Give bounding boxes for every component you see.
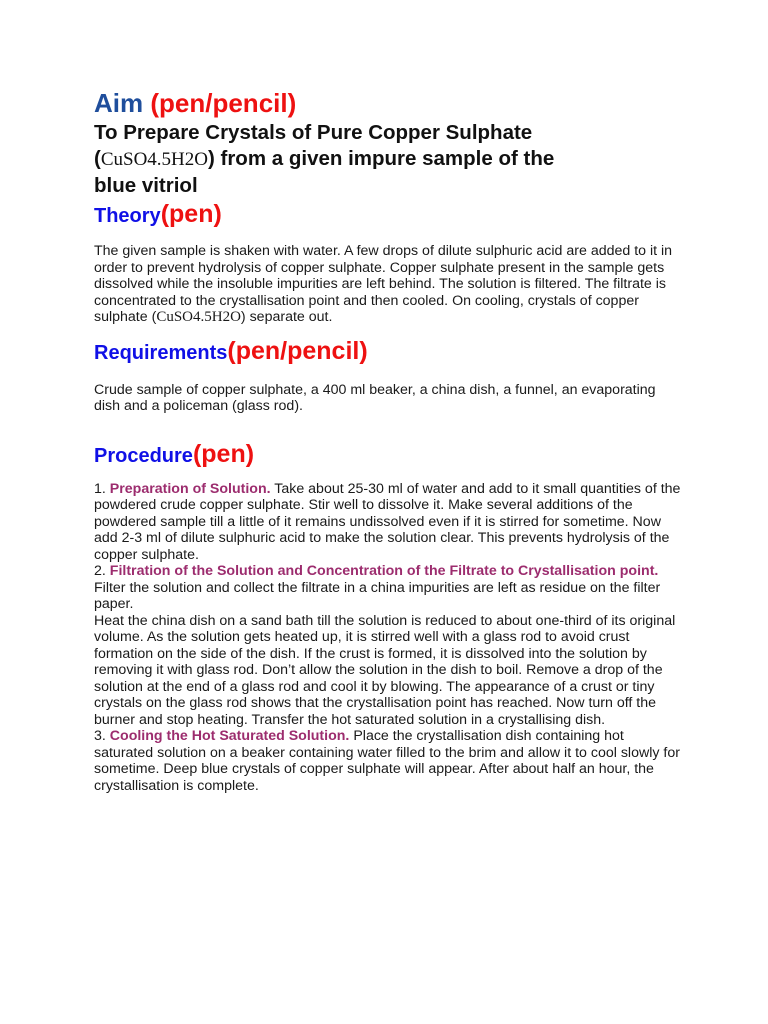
theory-text [94, 243, 684, 326]
procedure-step-3 [94, 728, 684, 794]
procedure-step-1 [94, 481, 684, 564]
step-title: Cooling the Hot Saturated Solution. [109, 728, 350, 744]
aim-label: Aim [94, 88, 144, 118]
title-line-2-rest: ) from a given impure sample of the [207, 147, 555, 170]
theory-heading [94, 199, 684, 231]
step-text: Heat the china dish on a sand bath till the solution is reduced to about one-third of its original volume. As the solution gets heated up, it is stirred well with a glass rod to avoid crust formation on the side of the dish. If the crust is formed, it is dissolved into the solution by removing it with glass rod. Don’t allow the solution in the dish to boil. Remove a drop of the solution at the end of a glass rod and cool it by blowing. The appearance of a crust or tiny crystals on the glass rod shows that the crystallisation point has reached. Now turn off the burner and stop heating. Transfer the hot saturated solution in a crystallising dish. [94, 612, 676, 728]
step-title: Filtration of the Solution and Concentration of the Filtrate to Crystallisation point. [109, 563, 659, 579]
aim-tag: (pen/pencil) [150, 88, 297, 118]
step-text: Take about 25-30 ml of water and add to it small quantities of the powdered crude copper sulphate. Stir well to dissolve it. Make several additions of the powdered sample till a little of it remains undissolved even if it is stirred for sometime. Now add 2-3 ml of dilute sulphuric acid to make the solution clear. This prevents hydrolysis of the copper sulphate. [94, 480, 681, 563]
step-text: Filter the solution and collect the filtrate in a china impurities are left as residue on the filter paper. [94, 579, 661, 612]
theory-text-end: ) separate out. [240, 309, 333, 325]
theory-formula: CuSO4.5H2O [156, 309, 241, 325]
step-title: Preparation of Solution. [109, 480, 271, 497]
requirements-label: Requirements [94, 341, 228, 364]
title-formula: CuSO4.5H2O [100, 149, 208, 170]
theory-text-body: The given sample is shaken with water. A few drops of dilute sulphuric acid are added to it in order to prevent hydrolysis of copper sulphate. Copper sulphate present in the sample gets dissolved while the insoluble impurities are left behind. The solution is filtered. The filtrate is concentrated to the crystallisation point and then cooled. On cooling, crystals of copper sulphate ( [94, 243, 673, 325]
theory-label: Theory [94, 205, 161, 227]
procedure-heading [94, 439, 684, 471]
title-line-1: To Prepare Crystals of Pure Copper Sulphate [94, 121, 533, 144]
step-number: 1. [94, 480, 110, 497]
requirements-tag: (pen/pencil) [227, 336, 368, 365]
step-number: 2. [94, 563, 110, 579]
step-number: 3. [94, 728, 110, 744]
procedure-tag: (pen) [192, 439, 255, 468]
procedure-label: Procedure [94, 444, 193, 467]
title-line-2 [94, 146, 684, 173]
experiment-title [94, 120, 684, 199]
requirements-text: Crude sample of copper sulphate, a 400 ml beaker, a china dish, a funnel, an evaporating dish and a policeman (glass rod). [94, 381, 656, 414]
procedure-step-2 [94, 563, 684, 613]
title-line-3: blue vitriol [94, 174, 198, 197]
theory-tag: (pen) [160, 200, 222, 228]
procedure-step-2-continued [94, 613, 684, 729]
title-open-paren: ( [94, 147, 101, 170]
document-page [94, 88, 684, 794]
aim-heading [94, 88, 684, 118]
step-text: Place the crystallisation dish containing hot saturated solution on a beaker containing water filled to the brim and allow it to cool slowly for sometime. Deep blue crystals of copper sulphate will appear. After about half an hour, the crystallisation is complete. [94, 728, 680, 794]
requirements-heading [94, 336, 684, 368]
procedure-steps [94, 481, 684, 795]
